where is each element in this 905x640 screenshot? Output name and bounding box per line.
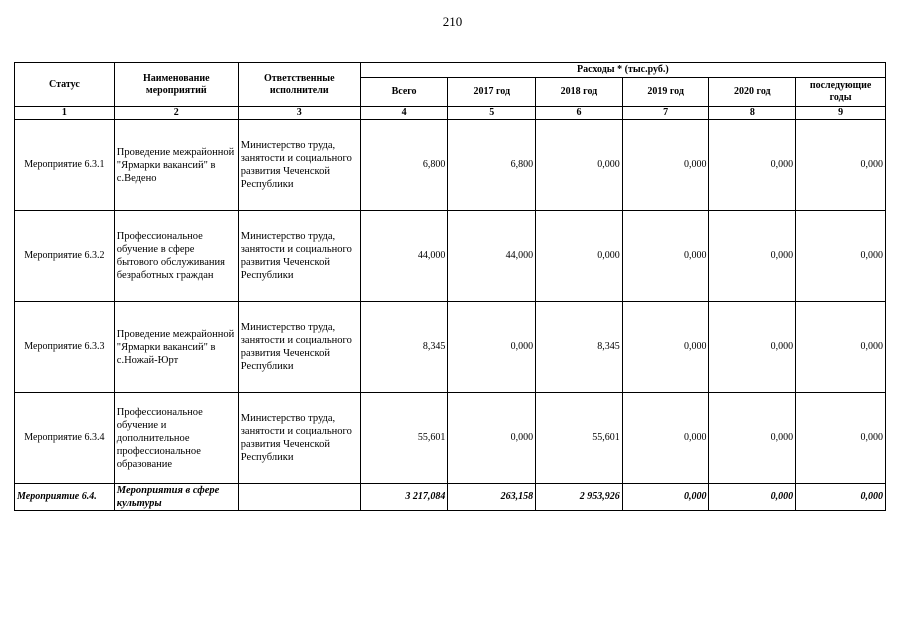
header-2020: 2020 год [709, 78, 796, 107]
value-2017: 6,800 [448, 120, 536, 211]
header-next-years: последующие годы [796, 78, 886, 107]
col-number: 9 [796, 107, 886, 120]
value-2020: 0,000 [709, 393, 796, 484]
row-name: Проведение межрайонной "Ярмарки вакансий" в с.Ножай-Юрт [114, 302, 238, 393]
col-number: 2 [114, 107, 238, 120]
table-row [15, 302, 886, 393]
col-number: 7 [622, 107, 709, 120]
summary-status: Мероприятие 6.4. [15, 484, 115, 511]
value-total: 8,345 [360, 302, 448, 393]
value-2018: 8,345 [536, 302, 623, 393]
header-2019: 2019 год [622, 78, 709, 107]
row-name: Проведение межрайонной "Ярмарки вакансий" в с.Ведено [114, 120, 238, 211]
summary-row [15, 484, 886, 511]
header-2017: 2017 год [448, 78, 536, 107]
header-executors: Ответственные исполнители [238, 63, 360, 107]
value-next-years: 0,000 [796, 120, 886, 211]
value-next-years: 0,000 [796, 211, 886, 302]
col-number: 8 [709, 107, 796, 120]
summary-2018: 2 953,926 [536, 484, 623, 511]
col-number: 1 [15, 107, 115, 120]
row-status: Мероприятие 6.3.4 [15, 393, 115, 484]
header-status: Статус [15, 63, 115, 107]
row-executor: Министерство труда, занятости и социального развития Чеченской Республики [238, 302, 360, 393]
value-2020: 0,000 [709, 211, 796, 302]
value-next-years: 0,000 [796, 393, 886, 484]
summary-executor [238, 484, 360, 511]
summary-name: Мероприятия в сфере культуры [114, 484, 238, 511]
value-2017: 44,000 [448, 211, 536, 302]
value-2017: 0,000 [448, 393, 536, 484]
value-2020: 0,000 [709, 302, 796, 393]
value-total: 55,601 [360, 393, 448, 484]
row-executor: Министерство труда, занятости и социального развития Чеченской Республики [238, 393, 360, 484]
value-2018: 0,000 [536, 120, 623, 211]
table-row [15, 211, 886, 302]
table-row [15, 393, 886, 484]
col-number: 3 [238, 107, 360, 120]
row-status: Мероприятие 6.3.3 [15, 302, 115, 393]
table-row [15, 120, 886, 211]
summary-next-years: 0,000 [796, 484, 886, 511]
summary-2017: 263,158 [448, 484, 536, 511]
summary-2020: 0,000 [709, 484, 796, 511]
row-name: Профессиональное обучение и дополнительное профессиональное образование [114, 393, 238, 484]
col-number: 4 [360, 107, 448, 120]
header-total: Всего [360, 78, 448, 107]
page-number: 210 [442, 14, 463, 29]
row-name: Профессиональное обучение в сфере бытового обслуживания безработных граждан [114, 211, 238, 302]
value-2018: 55,601 [536, 393, 623, 484]
row-executor: Министерство труда, занятости и социального развития Чеченской Республики [238, 211, 360, 302]
value-total: 6,800 [360, 120, 448, 211]
value-2019: 0,000 [622, 393, 709, 484]
row-status: Мероприятие 6.3.1 [15, 120, 115, 211]
value-2020: 0,000 [709, 120, 796, 211]
summary-total: 3 217,084 [360, 484, 448, 511]
col-number: 5 [448, 107, 536, 120]
header-expenses: Расходы * (тыс.руб.) [360, 63, 885, 78]
value-next-years: 0,000 [796, 302, 886, 393]
value-2019: 0,000 [622, 302, 709, 393]
value-2018: 0,000 [536, 211, 623, 302]
col-number: 6 [536, 107, 623, 120]
value-2019: 0,000 [622, 120, 709, 211]
value-total: 44,000 [360, 211, 448, 302]
value-2019: 0,000 [622, 211, 709, 302]
value-2017: 0,000 [448, 302, 536, 393]
expenses-table [14, 62, 886, 511]
header-2018: 2018 год [536, 78, 623, 107]
header-name: Наименование мероприятий [114, 63, 238, 107]
summary-2019: 0,000 [622, 484, 709, 511]
row-status: Мероприятие 6.3.2 [15, 211, 115, 302]
row-executor: Министерство труда, занятости и социального развития Чеченской Республики [238, 120, 360, 211]
